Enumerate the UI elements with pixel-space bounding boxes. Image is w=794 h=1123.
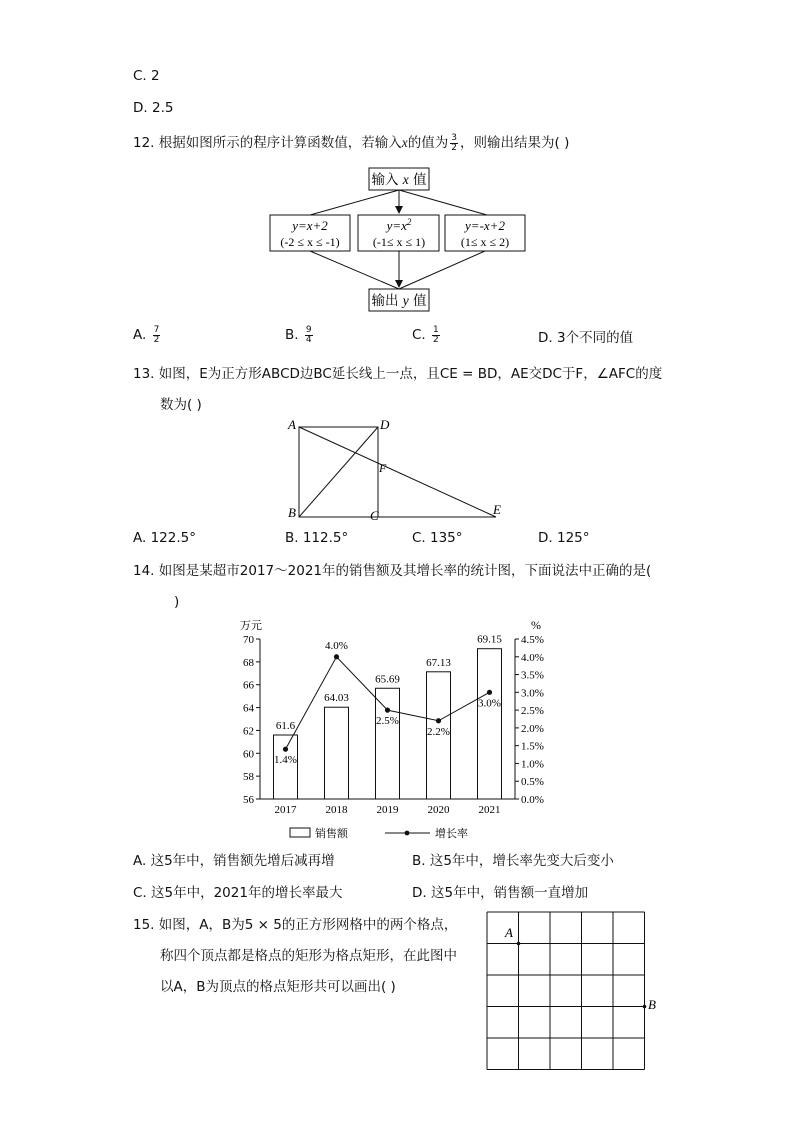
y2-tick-label: 0.0%: [521, 794, 544, 806]
q14-option-d: D. 这5年中，销售额一直增加: [412, 885, 589, 901]
label-a: A: [288, 417, 296, 432]
label-b: B: [648, 997, 656, 1012]
q12-text-b: 的值为: [407, 135, 449, 151]
rate-point: [334, 654, 339, 659]
flow-box1-formula: y=x+2: [292, 218, 328, 233]
q13-option-d: D. 125°: [538, 530, 590, 546]
q14-stem-line1: [133, 561, 651, 581]
y-tick-label: 68: [243, 656, 254, 669]
y2-tick-label: 1.0%: [521, 758, 544, 771]
q12-input-fraction: $\frac{3}{2}$: [451, 132, 458, 153]
x-tick-label: 2021: [478, 804, 501, 816]
bar-value-label: 65.69: [375, 673, 400, 686]
y-tick-label: 56: [243, 794, 254, 806]
q15-grid-figure: [480, 905, 665, 1075]
rate-value-label: 1.4%: [274, 754, 297, 767]
y-tick-label: 64: [243, 702, 254, 715]
q13-stem-line1: [133, 364, 662, 384]
y2-tick-label: 2.5%: [521, 705, 544, 718]
q12-option-b: B. $\frac{9}{4}$: [285, 324, 312, 345]
rate-value-label: 3.0%: [478, 697, 501, 710]
q12-number: 12.: [133, 135, 155, 151]
rate-point: [283, 747, 288, 752]
label-c: C: [370, 508, 379, 523]
y2-tick-label: 0.5%: [521, 776, 544, 789]
y-tick-label: 70: [243, 634, 254, 646]
q11-option-c: C. 2: [133, 68, 160, 84]
y2-axis-label: %: [531, 618, 541, 632]
q14-stem-line2: ): [174, 594, 180, 610]
q12-text-a: 根据如图所示的程序计算函数值，若输入: [158, 135, 402, 151]
flow-box1-range: (-2 ≤ x ≤ -1): [280, 235, 340, 249]
x-tick-label: 2018: [325, 804, 348, 816]
rate-value-label: 4.0%: [325, 639, 348, 652]
q15-text: 如图，A，B为5 × 5的正方形网格中的两个格点，: [158, 917, 458, 933]
legend-line-label: 增长率: [435, 828, 468, 840]
q14-option-c: C. 这5年中，2021年的增长率最大: [133, 885, 343, 901]
q13-option-a: A. 122.5°: [133, 530, 196, 546]
y2-tick-label: 3.0%: [521, 687, 544, 700]
y2-tick-label: 2.0%: [521, 722, 544, 735]
legend-line-marker: [405, 831, 410, 836]
q13-figure: [280, 415, 510, 527]
q12-stem: [133, 133, 569, 153]
rate-point: [385, 708, 390, 713]
sales-chart: [230, 614, 570, 846]
y-tick-label: 58: [243, 771, 254, 784]
point-b: [643, 1005, 647, 1009]
bar: [478, 649, 502, 799]
flow-line-6: [399, 251, 485, 289]
bar-value-label: 67.13: [426, 656, 451, 669]
diagonal-bd: [299, 427, 378, 517]
y2-tick-label: 3.5%: [521, 669, 544, 682]
line-ae: [299, 427, 496, 517]
x-tick-label: 2019: [376, 804, 399, 816]
q15-stem-line1: [133, 915, 457, 935]
q13-number: 13.: [133, 366, 155, 382]
label-e: E: [493, 502, 501, 517]
q14-text: 如图是某超市2017～2021年的销售额及其增长率的统计图，下面说法中正确的是(: [158, 563, 652, 579]
legend-bar-label: 销售额: [315, 828, 348, 840]
q15-number: 15.: [133, 917, 155, 933]
q13-option-c: C. 135°: [412, 530, 463, 546]
x-tick-label: 2020: [427, 804, 450, 816]
flow-box2-formula: $y=x^2$: [386, 217, 412, 233]
q12-option-c: C. $\frac{1}{2}$: [412, 324, 439, 345]
rate-value-label: 2.5%: [376, 715, 399, 728]
bar: [325, 707, 349, 799]
q14-option-a: A. 这5年中，销售额先增后减再增: [133, 853, 335, 869]
q14-option-b: B. 这5年中，增长率先变大后变小: [412, 853, 614, 869]
flow-line-3: [399, 190, 487, 215]
q12-var-x: x: [401, 135, 408, 150]
bar-value-label: 61.6: [275, 720, 296, 732]
label-a: A: [505, 925, 513, 940]
flow-input-label: 输入 x 值: [371, 172, 427, 188]
q15-stem-line3: 以A，B为顶点的格点矩形共可以画出( ): [160, 979, 396, 995]
point-a: [517, 942, 521, 946]
q11-option-d: D. 2.5: [133, 100, 174, 116]
q14-number: 14.: [133, 563, 155, 579]
q12-flowchart: [265, 165, 530, 315]
y2-tick-label: 1.5%: [521, 740, 544, 753]
flow-box3-formula: y=-x+2: [465, 218, 505, 233]
x-tick-label: 2017: [274, 804, 297, 816]
y-tick-label: 66: [243, 679, 254, 692]
bar-value-label: 69.15: [477, 633, 502, 646]
q12-text-c: ，则输出结果为( ): [460, 135, 570, 151]
q15-stem-line2: 称四个顶点都是格点的矩形为格点矩形，在此图中: [160, 948, 457, 964]
y-tick-label: 60: [243, 748, 254, 761]
q13-option-b: B. 112.5°: [285, 530, 349, 546]
y-tick-label: 62: [243, 725, 254, 738]
bar-value-label: 64.03: [324, 692, 349, 705]
label-f: F: [379, 461, 387, 475]
flow-output-label: 输出 y 值: [371, 293, 427, 309]
y2-tick-label: 4.0%: [521, 651, 544, 664]
q13-stem-line2: 数为( ): [160, 397, 202, 413]
rate-point: [436, 718, 441, 723]
legend-bar-swatch: [290, 828, 310, 837]
label-b: B: [288, 505, 296, 520]
y2-tick-label: 4.5%: [521, 634, 544, 646]
bar: [274, 735, 298, 799]
q13-text: 如图，E为正方形ABCD边BC延长线上一点，且CE = BD，AE交DC于F，∠AFC的度: [158, 366, 663, 382]
flow-line-4: [310, 251, 399, 289]
rate-value-label: 2.2%: [427, 725, 450, 738]
flow-box3-range: (1≤ x ≤ 2): [460, 235, 510, 249]
q12-option-a: A. $\frac{7}{2}$: [133, 324, 160, 345]
flow-box2-range: (-1≤ x ≤ 1): [372, 235, 426, 249]
label-d: D: [380, 417, 390, 432]
q12-option-d: D. 3个不同的值: [538, 330, 634, 346]
rate-point: [487, 690, 492, 695]
flow-line-1: [310, 190, 399, 215]
y-axis-label: 万元: [240, 620, 262, 632]
bar: [376, 688, 400, 799]
